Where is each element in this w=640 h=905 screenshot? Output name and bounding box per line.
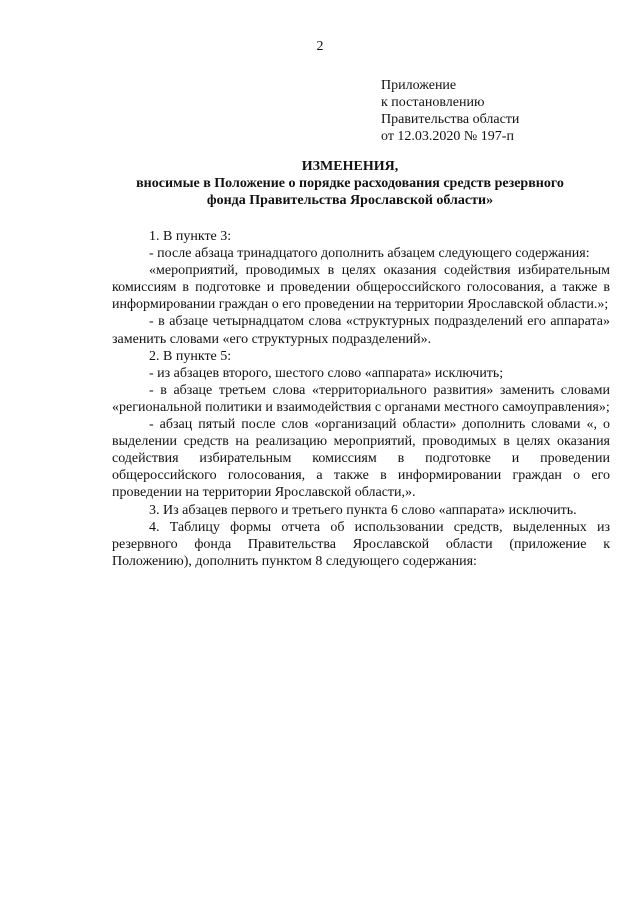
body-paragraph: 2. В пункте 5: — [149, 348, 232, 364]
appendix-line: Правительства области — [381, 112, 520, 127]
body-paragraph: - в абзаце третьем слова «территориального развития» заменить словами «региональной политики и взаимодействия с органами местного самоуправления»; — [112, 382, 610, 415]
body-paragraph: - в абзаце четырнадцатом слова «структурных подразделений его аппарата» заменить словами «его структурных подразделений». — [112, 314, 610, 347]
appendix-line: Приложение — [381, 78, 457, 93]
body-paragraph: - абзац пятый после слов «организаций области» дополнить словами «, о выделении средств на реализацию мероприятий, проводимых в целях оказания содействия избирательным комиссиям в подготовке и проведении общероссийского голосования, а также в информировании граждан о его проведении на территории Ярославской области,». — [112, 417, 610, 501]
appendix-line: от 12.03.2020 № 197-п — [381, 129, 514, 144]
body-paragraph: 4. Таблицу формы отчета об использовании средств, выделенных из резервного фонда Правительства Ярославской области (приложение к Положению), дополнить пунктом 8 следующего содержания: — [112, 519, 610, 569]
body-paragraph: «мероприятий, проводимых в целях оказания содействия избирательным комиссиям в подготовке и проведении общероссийского голосования, а также в информировании граждан о его проведении на территории Ярославской области.»; — [112, 263, 610, 313]
document-title — [90, 158, 610, 209]
title-line: вносимые в Положение о порядке расходования средств резервного — [136, 176, 564, 191]
body-paragraph: 3. Из абзацев первого и третьего пункта 6 слово «аппарата» исключить. — [149, 502, 577, 518]
body-paragraph: - из абзацев второго, шестого слово «аппарата» исключить; — [149, 365, 504, 381]
page-number: 2 — [316, 39, 324, 54]
body-paragraph: 1. В пункте 3: — [149, 229, 232, 244]
document-body — [112, 228, 610, 570]
title-line: фонда Правительства Ярославской области» — [206, 193, 494, 208]
appendix-header — [381, 77, 519, 145]
appendix-line: к постановлению — [381, 95, 485, 110]
title-line: ИЗМЕНЕНИЯ, — [301, 159, 399, 174]
body-paragraph: - после абзаца тринадцатого дополнить абзацем следующего содержания: — [149, 246, 590, 262]
